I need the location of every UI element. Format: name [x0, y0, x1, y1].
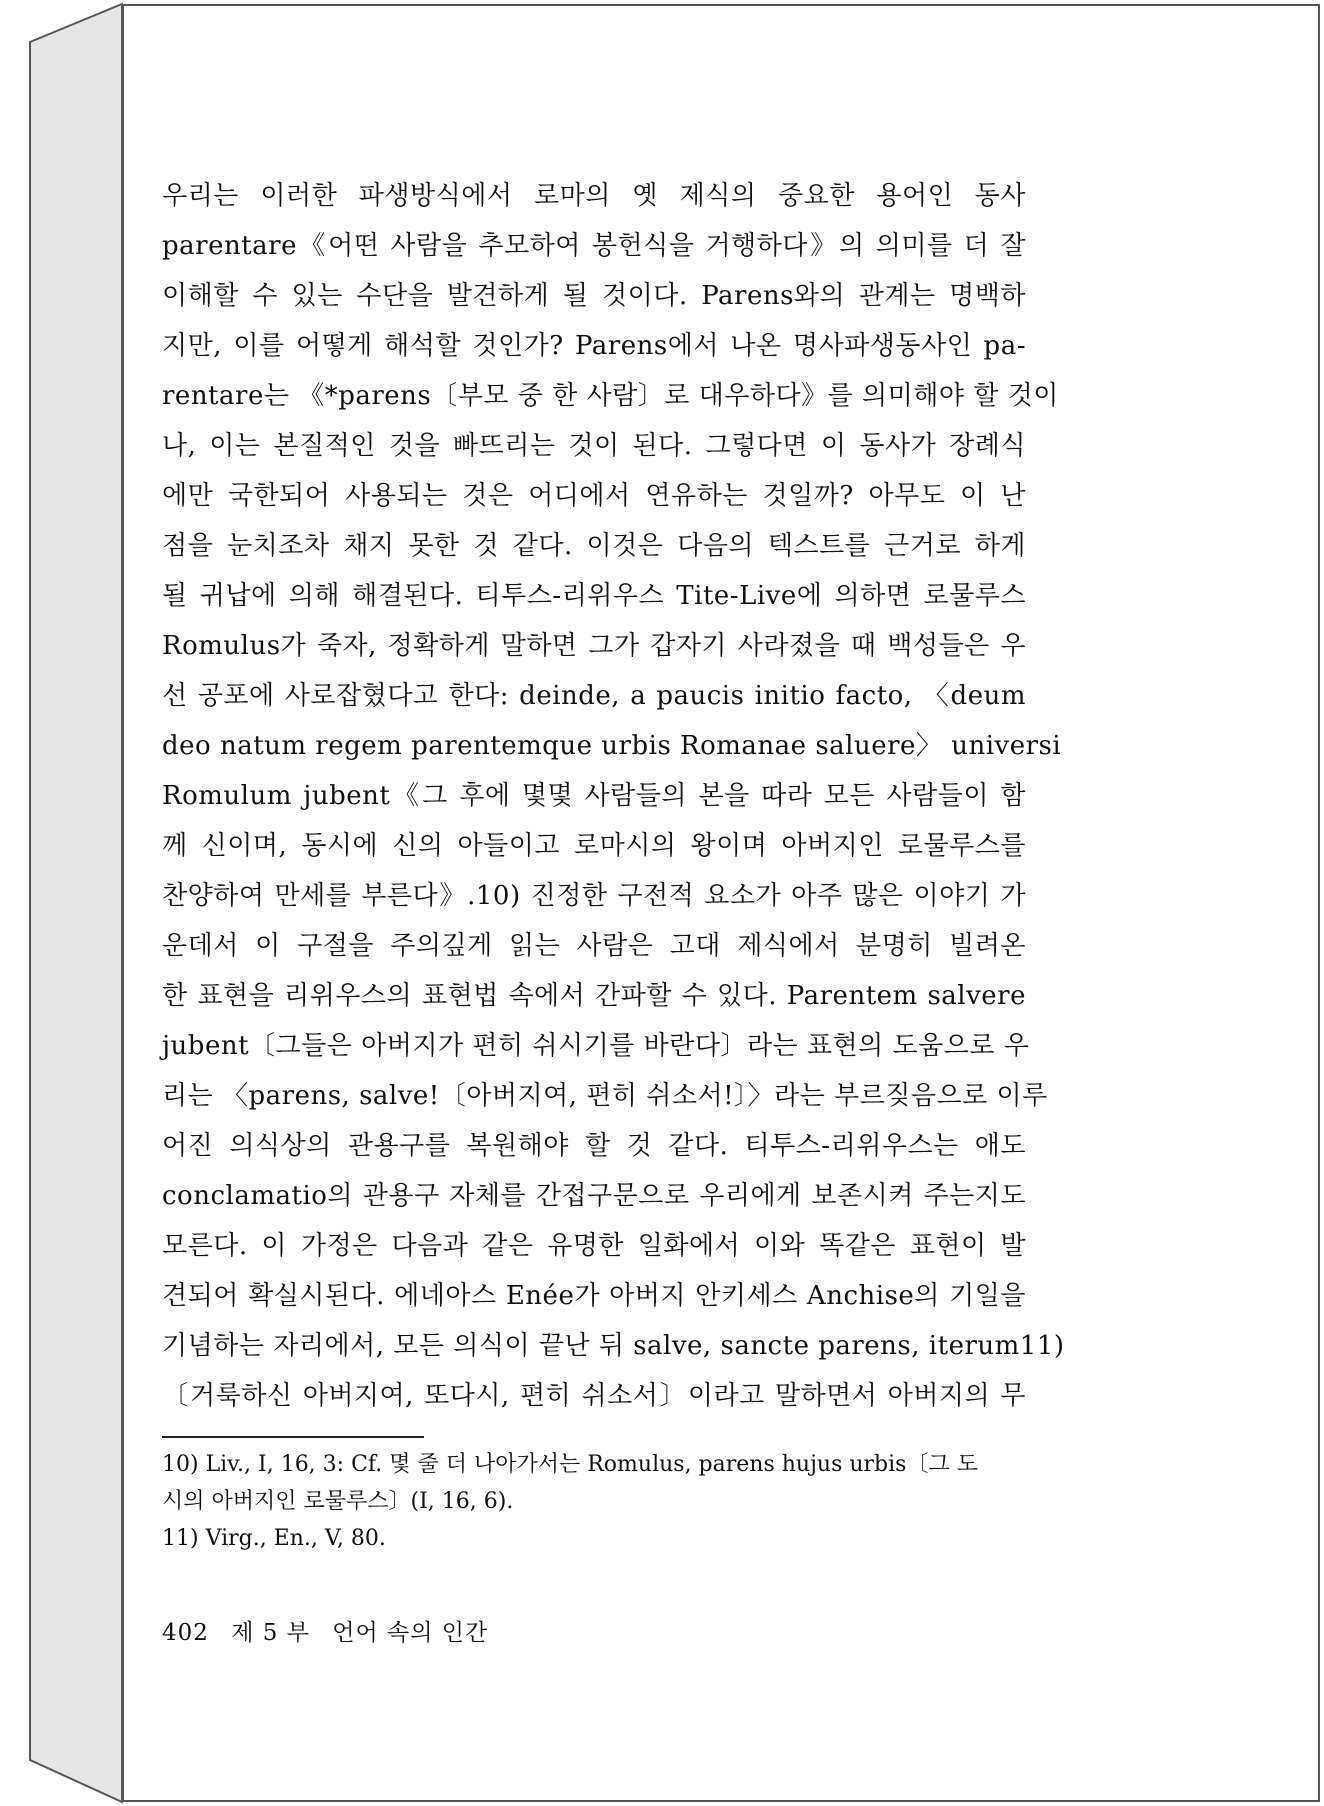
body-line: 이해할 수 있는 수단을 발견하게 될 것이다. Parens와의 관계는 명백하 [162, 281, 1026, 311]
part-title: 언어 속의 인간 [332, 1620, 489, 1646]
body-line: 찬양하여 만세를 부른다》.10) 진정한 구전적 요소가 아주 많은 이야기 가 [162, 881, 1026, 911]
body-line: 지만, 이를 어떻게 해석할 것인가? Parens에서 나온 명사파생동사인 pa- [162, 331, 1026, 361]
footnote-divider [162, 1436, 424, 1438]
body-text [162, 171, 1065, 1421]
body-line: 〔거룩하신 아버지여, 또다시, 편히 쉬소서〕이라고 말하면서 아버지의 무 [162, 1381, 1026, 1411]
body-line: Romulum jubent《그 후에 몇몇 사람들의 본을 따라 모든 사람들이 함 [162, 781, 1026, 811]
footnote-10: 10) Liv., I, 16, 3: Cf. 몇 줄 더 나아가서는 Romulus, parens hujus urbis〔그 도 [162, 1452, 978, 1477]
body-line: parentare《어떤 사람을 추모하여 봉헌식을 거행하다》의 의미를 더 잘 [162, 231, 1026, 261]
body-line: 나, 이는 본질적인 것을 빠뜨리는 것이 된다. 그렇다면 이 동사가 장례식 [162, 431, 1026, 461]
body-line: 선 공포에 사로잡혔다고 한다: deinde, a paucis initio facto, 〈deum [162, 681, 1026, 711]
body-line: conclamatio의 관용구 자체를 간접구문으로 우리에게 보존시켜 주는지도 [162, 1181, 1026, 1211]
body-line: 모른다. 이 가정은 다음과 같은 유명한 일화에서 이와 똑같은 표현이 발 [162, 1231, 1026, 1261]
body-line: Romulus가 죽자, 정확하게 말하면 그가 갑자기 사라졌을 때 백성들은 우 [162, 631, 1026, 661]
body-line: rentare는 《*parens〔부모 중 한 사람〕로 대우하다》를 의미해야 할 것이 [162, 381, 1059, 411]
footnote-11: 11) Virg., En., V, 80. [162, 1526, 386, 1551]
footnote-10-continued: 시의 아버지인 로물루스〕(I, 16, 6). [162, 1489, 514, 1514]
body-line: 기념하는 자리에서, 모든 의식이 끝난 뒤 salve, sancte parens, iterum11) [162, 1331, 1065, 1361]
body-line: 에만 국한되어 사용되는 것은 어디에서 연유하는 것일까? 아무도 이 난 [162, 481, 1026, 511]
body-line: 께 신이며, 동시에 신의 아들이고 로마시의 왕이며 아버지인 로물루스를 [162, 831, 1026, 861]
body-line: deo natum regem parentemque urbis Romanae saluere〉 universi [162, 731, 1062, 761]
body-line: 될 귀납에 의해 해결된다. 티투스-리위우스 Tite-Live에 의하면 로물루스 [162, 581, 1026, 611]
body-line: 우리는 이러한 파생방식에서 로마의 옛 제식의 중요한 용어인 동사 [162, 181, 1026, 211]
body-line: 점을 눈치조차 채지 못한 것 같다. 이것은 다음의 텍스트를 근거로 하게 [162, 531, 1026, 561]
body-line: 리는 〈parens, salve!〔아버지여, 편히 쉬소서!〕〉라는 부르짖음으로 이루 [162, 1081, 1048, 1111]
footnotes [162, 1446, 1026, 1557]
body-line: 어진 의식상의 관용구를 복원해야 할 것 같다. 티투스-리위우스는 애도 [162, 1131, 1026, 1161]
body-line: 운데서 이 구절을 주의깊게 읽는 사람은 고대 제식에서 분명히 빌려온 [162, 931, 1026, 961]
part-label: 제 5 부 [231, 1620, 310, 1646]
body-line: 한 표현을 리위우스의 표현법 속에서 간파할 수 있다. Parentem salvere [162, 981, 1026, 1011]
body-line: 견되어 확실시된다. 에네아스 Enée가 아버지 안키세스 Anchise의 기일을 [162, 1281, 1026, 1311]
page-number: 402 [162, 1620, 209, 1646]
body-line: jubent〔그들은 아버지가 편히 쉬시기를 바란다〕라는 표현의 도움으로 우 [162, 1031, 1030, 1061]
running-footer [162, 1614, 502, 1647]
